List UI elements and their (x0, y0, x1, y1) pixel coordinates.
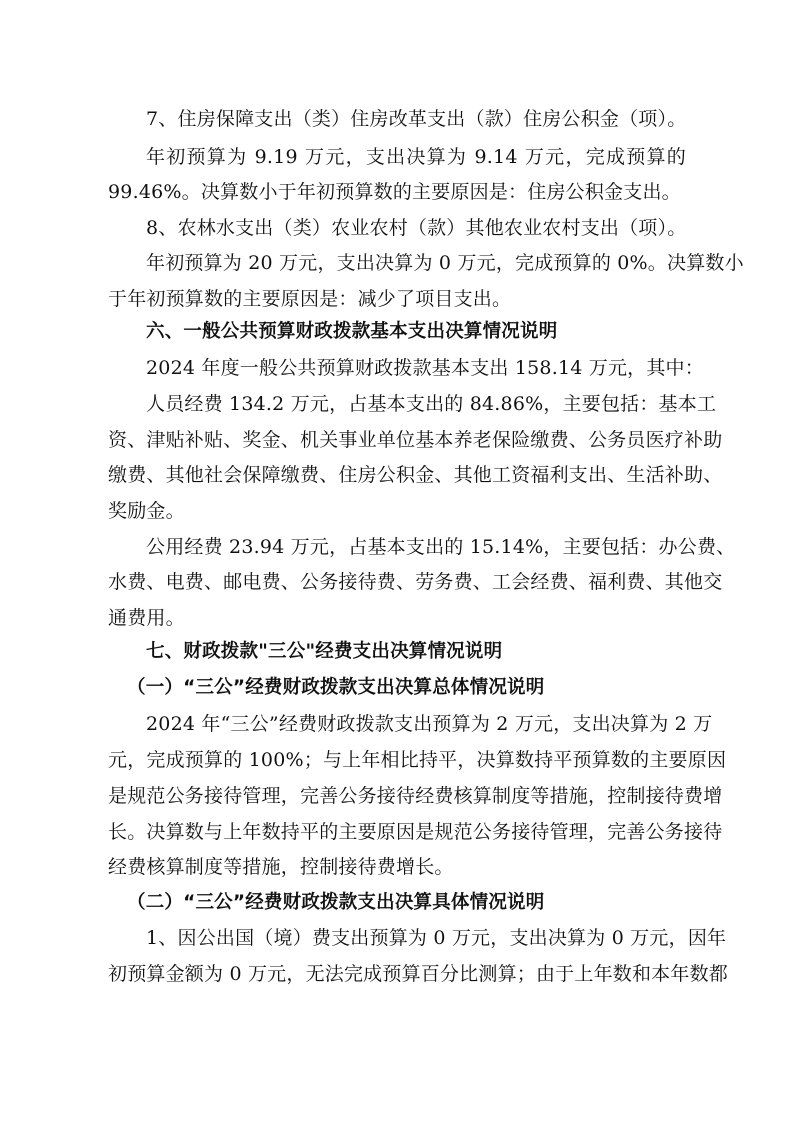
paragraph-line: 水费、电费、邮电费、公务接待费、劳务费、工会经费、福利费、其他交 (108, 571, 723, 593)
paragraph-line: 元，完成预算的 100%；与上年相比持平，决算数持平预算数的主要原因 (108, 749, 727, 771)
section-heading: 六、一般公共预算财政拨款基本支出决算情况说明 (146, 321, 558, 342)
paragraph-line: 2024 年“三公”经费财政拨款支出预算为 2 万元，支出决算为 2 万 (146, 713, 713, 735)
section-heading: 七、财政拨款"三公"经费支出决算情况说明 (146, 641, 503, 662)
paragraph-line: 是规范公务接待管理，完善公务接待经费核算制度等措施，控制接待费增 (108, 785, 723, 807)
paragraph-line: 资、津贴补贴、奖金、机关事业单位基本养老保险缴费、公务员医疗补助 (108, 429, 723, 451)
subsection-heading: （一）“三公”经费财政拨款支出决算总体情况说明 (127, 677, 545, 698)
paragraph-line: 人员经费 134.2 万元，占基本支出的 84.86%，主要包括：基本工 (146, 393, 717, 415)
paragraph-line: 99.46%。决算数小于年初预算数的主要原因是：住房公积金支出。 (108, 181, 681, 203)
subsection-heading: （二）“三公”经费财政拨款支出决算具体情况说明 (127, 892, 545, 913)
paragraph-line: 于年初预算数的主要原因是：减少了项目支出。 (108, 288, 512, 310)
paragraph-line: 奖励金。 (108, 500, 185, 522)
paragraph-line: 经费核算制度等措施，控制接待费增长。 (108, 856, 454, 878)
paragraph-line: 年初预算为 20 万元，支出决算为 0 万元，完成预算的 0%。决算数小 (146, 252, 744, 274)
paragraph-line: 初预算金额为 0 万元，无法完成预算百分比测算；由于上年数和本年数都 (108, 963, 728, 985)
paragraph-line: 1、因公出国（境）费支出预算为 0 万元，支出决算为 0 万元，因年 (146, 927, 727, 949)
paragraph-line: 年初预算为 9.19 万元，支出决算为 9.14 万元，完成预算的 (146, 146, 686, 168)
paragraph-line: 通费用。 (108, 607, 185, 629)
paragraph-line: 7、住房保障支出（类）住房改革支出（款）住房公积金（项）。 (146, 108, 687, 130)
paragraph-line: 公用经费 23.94 万元，占基本支出的 15.14%，主要包括：办公费、 (146, 536, 736, 558)
paragraph-line: 缴费、其他社会保障缴费、住房公积金、其他工资福利支出、生活补助、 (108, 464, 723, 486)
paragraph-line: 8、农林水支出（类）农业农村（款）其他农业农村支出（项）。 (146, 217, 687, 239)
paragraph-line: 2024 年度一般公共预算财政拨款基本支出 158.14 万元，其中： (146, 357, 704, 379)
paragraph-line: 长。决算数与上年数持平的主要原因是规范公务接待管理，完善公务接待 (108, 821, 723, 843)
